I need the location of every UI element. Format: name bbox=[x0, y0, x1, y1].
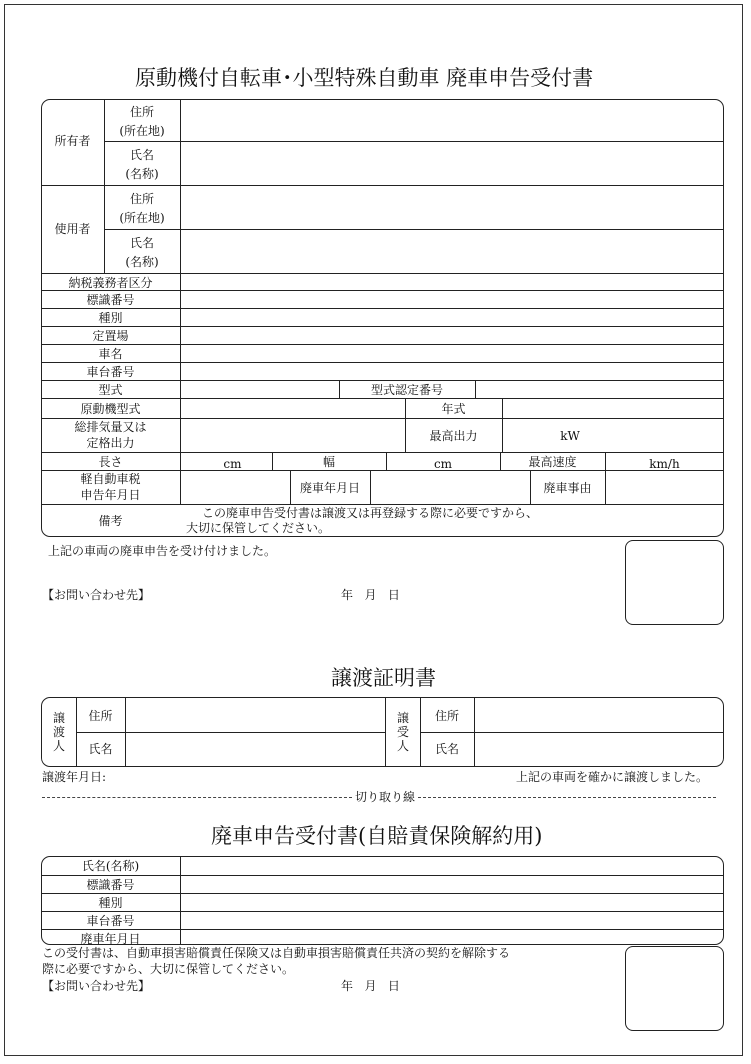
tax-class-label: 納税義務者区分 bbox=[68, 276, 153, 290]
receiver-char-1: 譲 bbox=[396, 711, 409, 725]
owner-section-label: 所有者 bbox=[54, 134, 91, 148]
receiver-char-2: 受 bbox=[396, 725, 409, 739]
insurance-row-chassis: 車台番号 bbox=[86, 914, 135, 928]
insurance-title: 廃車申告受付書(自賠責保険解約用) bbox=[211, 824, 543, 848]
insurance-row-plate: 標識番号 bbox=[86, 878, 135, 892]
engine-model-label: 原動機型式 bbox=[80, 402, 141, 416]
width-unit: cm bbox=[433, 457, 453, 471]
scrap-reason-label: 廃車事由 bbox=[543, 481, 592, 495]
giver-char-2: 渡 bbox=[52, 725, 65, 739]
giver-address-label: 住所 bbox=[88, 709, 113, 723]
page-title: 原動機付自転車･小型特殊自動車 廃車申告受付書 bbox=[135, 66, 594, 90]
insurance-stamp-box bbox=[625, 946, 724, 1031]
owner-address-sub: (所在地) bbox=[119, 124, 165, 138]
displacement-label: 総排気量又は bbox=[74, 420, 147, 434]
receiver-char-3: 人 bbox=[396, 739, 409, 753]
insurance-note-1: この受付書は、自動車損害賠償責任保険又は自動車損害賠償責任共済の契約を解除する bbox=[42, 946, 511, 960]
receiver-name-field[interactable] bbox=[475, 733, 723, 766]
transfer-title: 譲渡証明書 bbox=[331, 666, 436, 690]
user-address-label: 住所 bbox=[129, 192, 154, 206]
length-unit: cm bbox=[223, 457, 242, 471]
inquiry-label: 【お問い合わせ先】 bbox=[42, 588, 151, 602]
insurance-note-2: 際に必要ですから、大切に保管してください。 bbox=[42, 962, 295, 976]
transfer-date-label: 譲渡年月日: bbox=[42, 770, 107, 784]
max-speed-label: 最高速度 bbox=[528, 455, 577, 469]
accepted-text: 上記の車両の廃車申告を受け付けました。 bbox=[48, 544, 277, 558]
type-class-label: 種別 bbox=[98, 311, 123, 325]
model-cert-label: 型式認定番号 bbox=[370, 383, 443, 397]
displacement-sub: 定格出力 bbox=[86, 436, 135, 450]
insurance-row-scrap-date: 廃車年月日 bbox=[80, 932, 141, 946]
owner-name-field[interactable] bbox=[181, 142, 723, 184]
insurance-row-name: 氏名(名称) bbox=[81, 859, 140, 873]
owner-name-sub: (名称) bbox=[125, 167, 159, 181]
insurance-inquiry-label: 【お問い合わせ先】 bbox=[42, 979, 151, 993]
light-tax-label: 軽自動車税 bbox=[80, 472, 141, 486]
remarks-text-2: 大切に保管してください。 bbox=[186, 521, 331, 535]
plate-number-label: 標識番号 bbox=[86, 293, 135, 307]
transfer-certified-text: 上記の車両を確かに譲渡しました。 bbox=[516, 770, 709, 784]
giver-char-1: 譲 bbox=[52, 711, 65, 725]
light-tax-sub: 申告年月日 bbox=[80, 488, 141, 502]
insurance-date-line: 年 月 日 bbox=[341, 979, 400, 993]
giver-address-field[interactable] bbox=[126, 698, 384, 731]
scrap-date-label: 廃車年月日 bbox=[299, 481, 360, 495]
remarks-label: 備考 bbox=[98, 514, 123, 528]
cut-line-label: 切り取り線 bbox=[355, 790, 416, 804]
user-address-sub: (所在地) bbox=[119, 211, 165, 225]
user-address-field[interactable] bbox=[181, 186, 723, 228]
owner-address-label: 住所 bbox=[129, 105, 154, 119]
vehicle-name-label: 車名 bbox=[98, 347, 123, 361]
insurance-row-type: 種別 bbox=[98, 896, 123, 910]
stamp-box bbox=[625, 540, 724, 625]
receiver-address-label: 住所 bbox=[434, 709, 459, 723]
receiver-address-field[interactable] bbox=[475, 698, 723, 731]
owner-name-label: 氏名 bbox=[129, 148, 154, 162]
date-line: 年 月 日 bbox=[341, 588, 400, 602]
model-label: 型式 bbox=[98, 383, 123, 397]
giver-name-field[interactable] bbox=[126, 733, 384, 766]
speed-unit: km/h bbox=[649, 457, 680, 471]
length-label: 長さ bbox=[98, 455, 123, 469]
user-name-field[interactable] bbox=[181, 230, 723, 272]
owner-address-field[interactable] bbox=[181, 100, 723, 140]
year-model-label: 年式 bbox=[441, 402, 466, 416]
user-name-label: 氏名 bbox=[129, 236, 154, 250]
max-output-label: 最高出力 bbox=[429, 429, 478, 443]
giver-char-3: 人 bbox=[52, 739, 65, 753]
width-label: 幅 bbox=[322, 455, 335, 469]
user-name-sub: (名称) bbox=[125, 255, 159, 269]
kw-unit: kW bbox=[560, 429, 580, 443]
giver-name-label: 氏名 bbox=[88, 742, 113, 756]
chassis-number-label: 車台番号 bbox=[86, 365, 135, 379]
receiver-name-label: 氏名 bbox=[434, 742, 459, 756]
storage-label: 定置場 bbox=[92, 329, 129, 343]
remarks-text-1: この廃車申告受付書は譲渡又は再登録する際に必要ですから、 bbox=[202, 506, 539, 520]
user-section-label: 使用者 bbox=[54, 222, 91, 236]
